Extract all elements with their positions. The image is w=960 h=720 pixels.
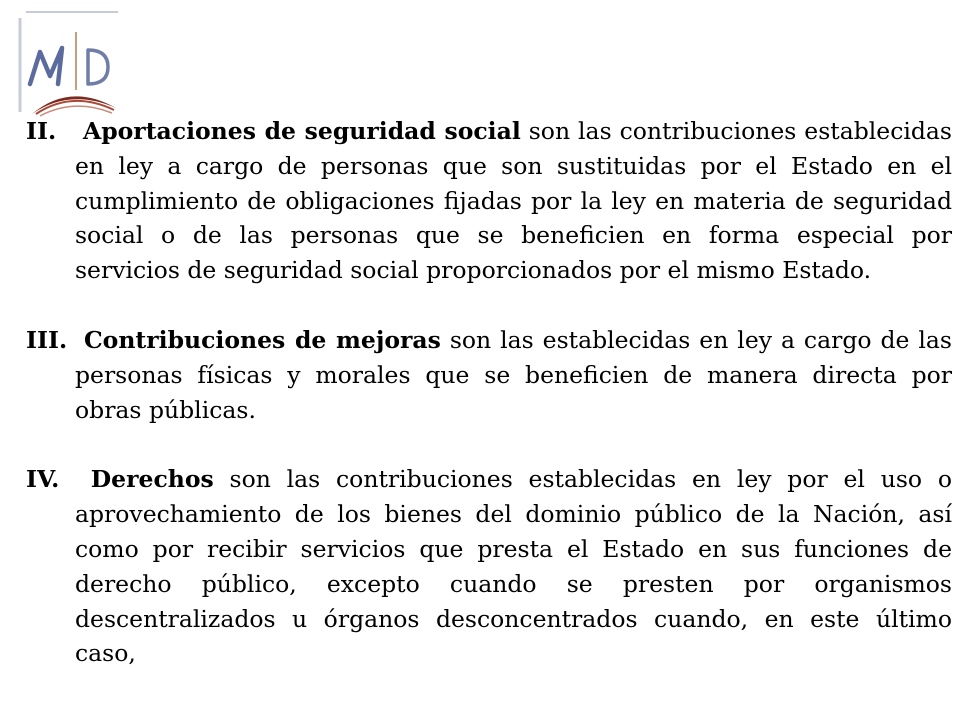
list-item <box>26 114 952 288</box>
list-item <box>26 462 952 671</box>
item-numeral: II. <box>26 117 57 145</box>
item-term: Aportaciones de seguridad social <box>82 117 521 145</box>
item-text: son las contribuciones establecidas en ley a cargo de personas que son sustituidas por el Estado en el cumplimiento de obligaciones fijadas por la ley en materia de seguridad social o de las personas que se beneficien en forma especial por servicios de seguridad social proporcionados por el mismo Estado. <box>75 117 952 285</box>
item-term: Contribuciones de mejoras <box>83 325 441 354</box>
item-numeral: III. <box>26 325 68 354</box>
item-numeral: IV. <box>26 465 60 494</box>
item-term: Derechos <box>90 465 214 494</box>
item-text: son las establecidas en ley a cargo de las personas físicas y morales que se beneficien de manera directa por obras públicas. <box>75 325 952 424</box>
item-text: son las contribuciones establecidas en ley por el uso o aprovechamiento de los bienes del dominio público de la Nación, así como por recibir servicios que presta el Estado en sus funciones de derecho público, excepto cuando se presten por organismos descentralizados u órganos desconcentrados cuando, en este último caso, <box>75 465 952 668</box>
logo-md <box>18 10 122 118</box>
definitions-list <box>26 114 952 706</box>
list-item <box>26 323 952 427</box>
